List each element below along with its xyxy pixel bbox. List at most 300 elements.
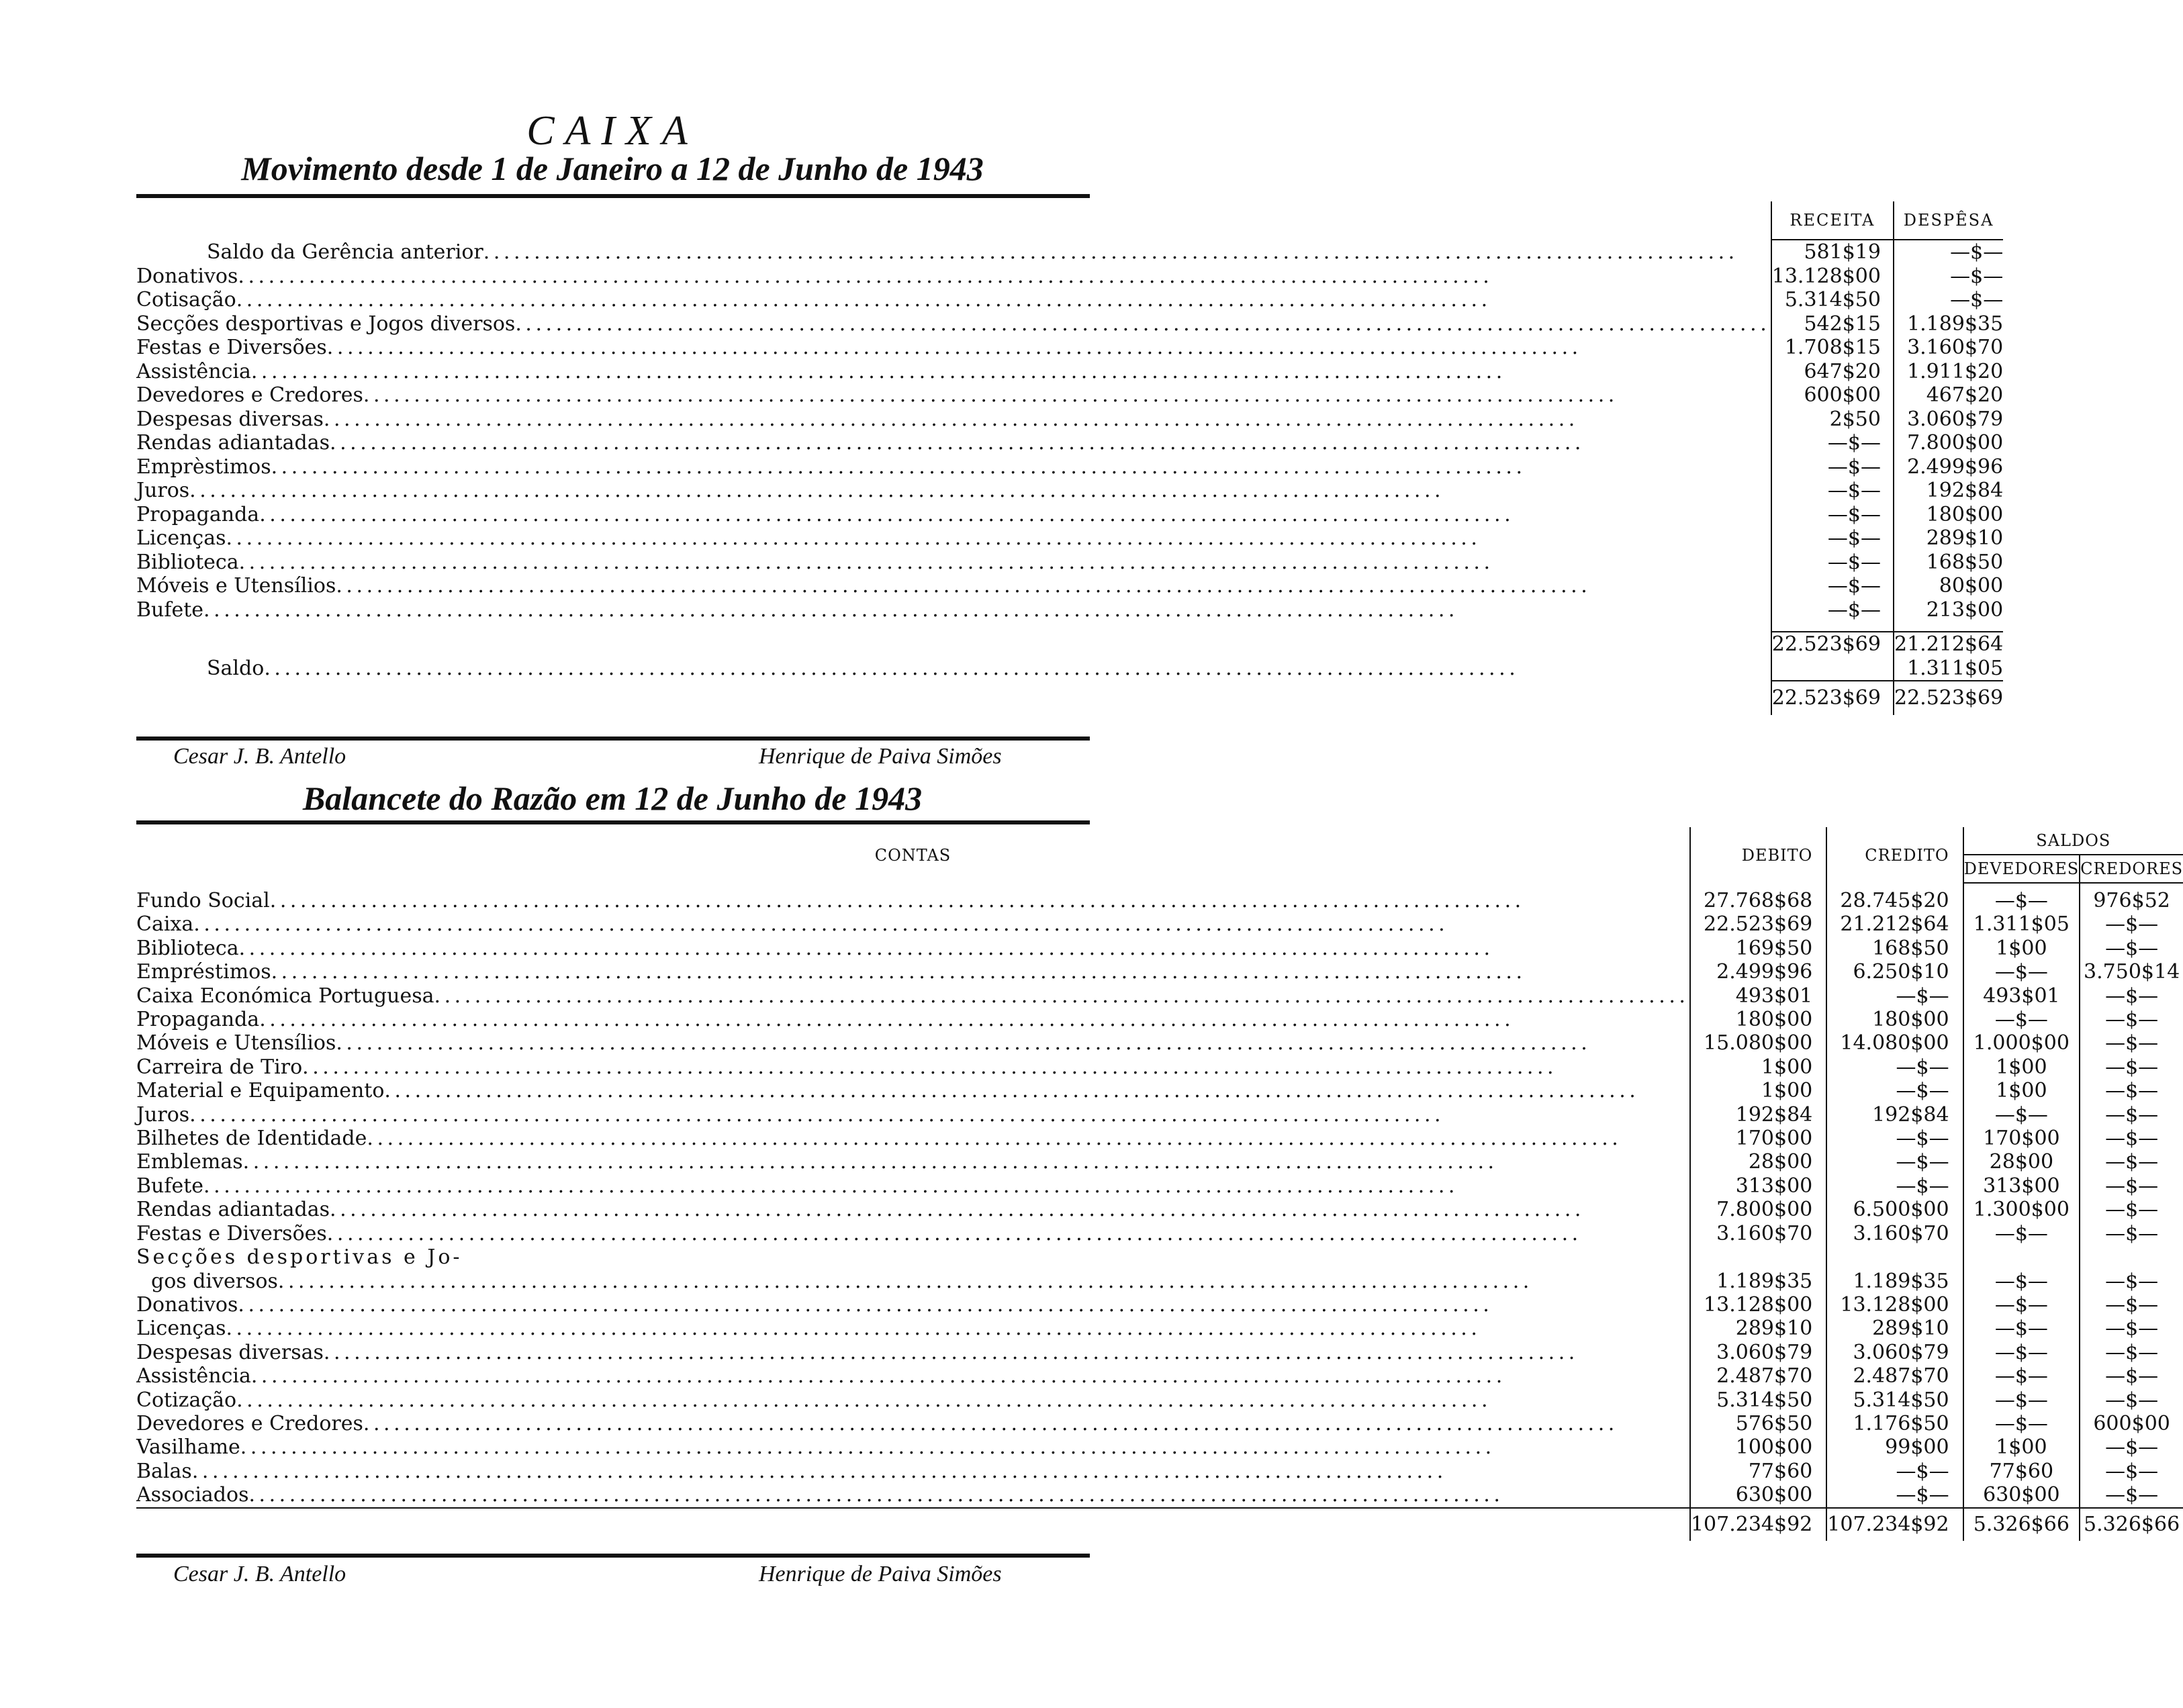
credito-value: —$— <box>1826 984 1963 1008</box>
debito-value: 2.499$96 <box>1690 960 1826 984</box>
despesa-value: 467$20 <box>1894 383 2003 408</box>
account-label: Bufete <box>136 1174 204 1198</box>
caixa-row <box>136 526 2003 551</box>
credores-value: —$— <box>2080 984 2183 1008</box>
debito-value: 3.060$79 <box>1690 1341 1826 1364</box>
blank-cell <box>136 1508 1690 1541</box>
credito-value: 1.189$35 <box>1826 1270 1963 1293</box>
balancete-row <box>136 1435 2183 1459</box>
leader-dots <box>193 912 1684 936</box>
despesa-value: 3.160$70 <box>1894 336 2003 360</box>
leader-dots <box>259 1008 1684 1031</box>
blank-cell <box>1690 1245 1826 1269</box>
spacer-cell <box>2080 883 2183 889</box>
balancete-row <box>136 1198 2183 1221</box>
credores-value: —$— <box>2080 912 2183 936</box>
despesa-value: 1.189$35 <box>1894 312 2003 336</box>
balancete-row <box>136 1222 2183 1245</box>
credores-value: —$— <box>2080 1435 2183 1459</box>
credores-value: —$— <box>2080 1222 2183 1245</box>
devedores-value: —$— <box>1963 1103 2080 1127</box>
account-label: Despesas diversas <box>136 407 324 431</box>
leader-dots <box>327 336 1765 360</box>
despesa-value: 7.800$00 <box>1894 431 2003 455</box>
balancete-row <box>136 889 2183 912</box>
devedores-value: 77$60 <box>1963 1460 2080 1483</box>
balancete-row <box>136 1317 2183 1340</box>
debito-value: 630$00 <box>1690 1483 1826 1507</box>
account-label-cell <box>136 1293 1690 1317</box>
account-label-cell <box>136 312 1771 336</box>
debito-value: 1.189$35 <box>1690 1270 1826 1293</box>
caixa-bottom-rule <box>136 737 1090 741</box>
leader-dots <box>363 383 1765 408</box>
debito-value: 22.523$69 <box>1690 912 1826 936</box>
devedores-value: 1$00 <box>1963 1055 2080 1079</box>
debito-value: 28$00 <box>1690 1150 1826 1174</box>
debito-value: 289$10 <box>1690 1317 1826 1340</box>
credores-value: —$— <box>2080 1483 2183 1507</box>
leader-dots <box>239 551 1765 575</box>
blank-cell <box>136 632 1771 657</box>
debito-value: 5.314$50 <box>1690 1388 1826 1412</box>
receita-value: —$— <box>1771 503 1894 527</box>
despesa-value: 3.060$79 <box>1894 408 2003 432</box>
debito-value: 1$00 <box>1690 1055 1826 1079</box>
caixa-row <box>136 455 2003 479</box>
debito-value: 100$00 <box>1690 1435 1826 1459</box>
credito-value: 1.176$50 <box>1826 1412 1963 1435</box>
balancete-row <box>136 1103 2183 1127</box>
leader-dots <box>367 1127 1684 1150</box>
receita-value: 647$20 <box>1771 360 1894 384</box>
account-label-cell <box>136 1460 1690 1483</box>
debito-value: 27.768$68 <box>1690 889 1826 912</box>
receita-value: 2$50 <box>1771 408 1894 432</box>
credito-value: —$— <box>1826 1079 1963 1102</box>
devedores-value: —$— <box>1963 1317 2080 1340</box>
debito-value: 7.800$00 <box>1690 1198 1826 1221</box>
blank-cell <box>1826 1245 1963 1269</box>
caixa-row <box>136 551 2003 575</box>
leader-dots <box>324 408 1765 432</box>
balancete-row <box>136 1150 2183 1174</box>
leader-dots <box>203 598 1765 622</box>
leader-dots <box>248 1483 1683 1507</box>
devedores-value: 1$00 <box>1963 1435 2080 1459</box>
credito-value: —$— <box>1826 1055 1963 1079</box>
despesa-value: —$— <box>1894 288 2003 312</box>
account-label: Donativos <box>136 264 238 288</box>
account-label-cell <box>136 1150 1690 1174</box>
caixa-title: CAIXA <box>526 108 698 154</box>
account-label-line1: Secções desportivas e Jo- <box>136 1245 463 1270</box>
balancete-row <box>136 1079 2183 1102</box>
despesa-total: 22.523$69 <box>1894 681 2003 715</box>
debito-value: 13.128$00 <box>1690 1293 1826 1317</box>
credito-value: 99$00 <box>1826 1435 1963 1459</box>
account-label: Vasilhame <box>136 1435 240 1460</box>
account-label-cell <box>136 336 1771 360</box>
balancete-row <box>136 1127 2183 1150</box>
spacer-cell <box>1826 883 1963 889</box>
caixa-row <box>136 383 2003 408</box>
account-label-cell <box>136 1031 1690 1055</box>
credito-total: 107.234$92 <box>1826 1508 1963 1541</box>
debito-value: 192$84 <box>1690 1103 1826 1127</box>
spacer-cell <box>136 622 1771 632</box>
credores-value: —$— <box>2080 1008 2183 1031</box>
receita-header: RECEITA <box>1771 201 1894 240</box>
credito-value: 2.487$70 <box>1826 1364 1963 1388</box>
credores-header: CREDORES <box>2080 855 2183 883</box>
balancete-signature-left: Cesar J. B. Antello <box>173 1562 346 1586</box>
account-label: Cotisação <box>136 288 236 312</box>
account-label-cell <box>136 1435 1690 1459</box>
blank-cell <box>2080 1245 2183 1269</box>
leader-dots <box>238 265 1765 289</box>
leader-dots <box>259 503 1765 527</box>
account-label: Rendas adiantadas <box>136 431 330 455</box>
credito-value: 6.500$00 <box>1826 1198 1963 1221</box>
caixa-signature-left: Cesar J. B. Antello <box>173 744 346 769</box>
balancete-row <box>136 1341 2183 1364</box>
credores-value: —$— <box>2080 1341 2183 1364</box>
account-label-cell <box>136 1483 1690 1507</box>
caixa-row <box>136 312 2003 336</box>
account-label: Emprèstimos <box>136 455 271 479</box>
despesa-value: 180$00 <box>1894 503 2003 527</box>
receita-value: —$— <box>1771 479 1894 503</box>
credito-value: 289$10 <box>1826 1317 1963 1340</box>
receita-value: 13.128$00 <box>1771 265 1894 289</box>
balancete-row <box>136 984 2183 1008</box>
spacer-cell <box>1771 622 1894 632</box>
credores-value: —$— <box>2080 1198 2183 1221</box>
account-label: Móveis e Utensílios <box>136 574 336 598</box>
account-label: Juros <box>136 479 190 502</box>
account-label: Licenças <box>136 526 226 550</box>
account-label-cell <box>136 1270 1690 1293</box>
credito-value: 28.745$20 <box>1826 889 1963 912</box>
leader-dots <box>270 889 1684 912</box>
caixa-row <box>136 479 2003 503</box>
leader-dots <box>336 1031 1684 1055</box>
account-label-cell <box>136 1222 1690 1245</box>
receita-value: 542$15 <box>1771 312 1894 336</box>
account-label-cell <box>136 360 1771 384</box>
balancete-row <box>136 912 2183 936</box>
leader-dots <box>251 360 1765 384</box>
balancete-top-rule <box>136 820 1090 824</box>
account-label-cell <box>136 1174 1690 1198</box>
caixa-signature-right: Henrique de Paiva Simões <box>759 744 1002 769</box>
account-label: Empréstimos <box>136 960 271 984</box>
leader-dots <box>330 1198 1684 1221</box>
leader-dots <box>302 1055 1684 1079</box>
debito-total: 107.234$92 <box>1690 1508 1826 1541</box>
leader-dots <box>330 431 1765 455</box>
caixa-subtitle: Movimento desde 1 de Janeiro a 12 de Junho de 1943 <box>241 150 984 187</box>
debito-value: 576$50 <box>1690 1412 1826 1435</box>
balancete-row <box>136 1388 2183 1412</box>
contas-header: CONTAS <box>874 845 951 865</box>
account-label: Material e Equipamento <box>136 1079 385 1103</box>
account-label: Associados <box>136 1483 249 1507</box>
devedores-value: 28$00 <box>1963 1150 2080 1174</box>
account-label-cell <box>136 1127 1690 1150</box>
balancete-title: Balancete do Razão em 12 de Junho de 1943 <box>302 779 923 817</box>
account-label-cell <box>136 526 1771 551</box>
account-label: Rendas adiantadas <box>136 1198 330 1222</box>
account-label-cell <box>136 1341 1690 1364</box>
account-label: Bufete <box>136 598 204 622</box>
despesa-value: 213$00 <box>1894 598 2003 622</box>
spacer-cell <box>136 883 1690 889</box>
account-label: Assistência <box>136 359 251 383</box>
credito-value: —$— <box>1826 1150 1963 1174</box>
credores-value: —$— <box>2080 1127 2183 1150</box>
account-label: Festas e Diversões <box>136 1221 327 1245</box>
credores-value: 976$52 <box>2080 889 2183 912</box>
caixa-header-blank <box>136 201 1771 240</box>
leader-dots <box>226 1317 1683 1340</box>
balancete-signature-right: Henrique de Paiva Simões <box>759 1562 1002 1586</box>
leader-dots <box>240 1435 1684 1459</box>
balancete-total-row <box>136 1508 2183 1541</box>
debito-value: 313$00 <box>1690 1174 1826 1198</box>
despesa-header: DESPÊSA <box>1894 201 2003 240</box>
credito-value: 13.128$00 <box>1826 1293 1963 1317</box>
caixa-row <box>136 408 2003 432</box>
receita-total: 22.523$69 <box>1771 681 1894 715</box>
credores-value: —$— <box>2080 937 2183 960</box>
account-label-cell <box>136 574 1771 598</box>
account-label: Fundo Social <box>136 889 270 912</box>
devedores-value: —$— <box>1963 1270 2080 1293</box>
despesa-value: 80$00 <box>1894 574 2003 598</box>
caixa-subtotal-row <box>136 632 2003 657</box>
leader-dots <box>189 1103 1684 1127</box>
caixa-total-row <box>136 681 2003 715</box>
leader-dots <box>384 1079 1684 1102</box>
leader-dots <box>434 984 1684 1008</box>
credito-value: —$— <box>1826 1174 1963 1198</box>
credito-value: 168$50 <box>1826 937 1963 960</box>
account-label-cell <box>136 984 1690 1008</box>
account-label: Assistência <box>136 1364 251 1388</box>
account-label: Festas e Diversões <box>136 336 327 359</box>
saldo-value: 1.311$05 <box>1894 657 2003 681</box>
credores-value: 3.750$14 <box>2080 960 2183 984</box>
caixa-row <box>136 336 2003 360</box>
caixa-row <box>136 431 2003 455</box>
balancete-row <box>136 1364 2183 1388</box>
account-label-cell <box>136 1103 1690 1127</box>
leader-dots <box>236 288 1765 312</box>
account-label-cell <box>136 1198 1690 1221</box>
account-label: gos diversos <box>151 1269 278 1293</box>
balancete-table <box>136 827 2183 1541</box>
devedores-value: 1.300$00 <box>1963 1198 2080 1221</box>
receita-value: —$— <box>1771 574 1894 598</box>
account-label-cell <box>136 551 1771 575</box>
account-label-cell <box>136 657 1771 681</box>
credito-value: 192$84 <box>1826 1103 1963 1127</box>
account-label: Propaganda <box>136 502 260 526</box>
credores-value: —$— <box>2080 1174 2183 1198</box>
balancete-row <box>136 1245 2183 1269</box>
account-label-cell <box>136 960 1690 984</box>
devedores-value: 1$00 <box>1963 1079 2080 1102</box>
devedores-value: 170$00 <box>1963 1127 2080 1150</box>
leader-dots <box>483 240 1765 265</box>
leader-dots <box>336 574 1765 598</box>
account-label: Secções desportivas e Jogos diversos <box>136 312 516 336</box>
credores-value: —$— <box>2080 1460 2183 1483</box>
account-label: Carreira de Tiro <box>136 1055 303 1079</box>
account-label-cell <box>136 1388 1690 1412</box>
account-label-cell <box>136 937 1690 960</box>
devedores-header: DEVEDORES <box>1963 855 2080 883</box>
balancete-row <box>136 960 2183 984</box>
balancete-spacer-row <box>136 883 2183 889</box>
devedores-value: 493$01 <box>1963 984 2080 1008</box>
receita-value: 581$19 <box>1771 240 1894 265</box>
account-label: Bilhetes de Identidade <box>136 1127 367 1151</box>
account-label-cell <box>136 503 1771 527</box>
credito-value: 21.212$64 <box>1826 912 1963 936</box>
caixa-row <box>136 574 2003 598</box>
credito-header: CREDITO <box>1826 827 1963 883</box>
credito-value: 3.160$70 <box>1826 1222 1963 1245</box>
balancete-row <box>136 937 2183 960</box>
receita-value: —$— <box>1771 455 1894 479</box>
blank-cell <box>1963 1245 2080 1269</box>
account-label: Juros <box>136 1102 190 1127</box>
account-label-cell <box>136 912 1690 936</box>
leader-dots <box>363 1412 1684 1435</box>
credores-value: —$— <box>2080 1079 2183 1102</box>
account-label: Balas <box>136 1459 192 1483</box>
account-label-cell <box>136 1317 1690 1340</box>
credores-value: —$— <box>2080 1270 2183 1293</box>
despesa-value: 2.499$96 <box>1894 455 2003 479</box>
debito-value: 15.080$00 <box>1690 1031 1826 1055</box>
leader-dots <box>238 1293 1684 1317</box>
caixa-row <box>136 360 2003 384</box>
spacer-cell <box>1894 622 2003 632</box>
devedores-value: 1.000$00 <box>1963 1031 2080 1055</box>
leader-dots <box>236 1388 1684 1412</box>
caixa-table <box>136 201 2003 715</box>
balancete-bottom-rule <box>136 1554 1090 1558</box>
account-label: Caixa <box>136 912 194 937</box>
account-label-cell <box>136 265 1771 289</box>
account-label: Devedores e Credores <box>136 1411 363 1435</box>
credores-value: —$— <box>2080 1150 2183 1174</box>
credito-value: 180$00 <box>1826 1008 1963 1031</box>
debito-value: 77$60 <box>1690 1460 1826 1483</box>
leader-dots <box>251 1364 1684 1388</box>
balancete-row <box>136 1008 2183 1031</box>
account-label-cell <box>136 479 1771 503</box>
caixa-row <box>136 598 2003 622</box>
leader-dots <box>243 1150 1684 1174</box>
credito-value: 14.080$00 <box>1826 1031 1963 1055</box>
credito-value: —$— <box>1826 1483 1963 1507</box>
account-label: Devedores e Credores <box>136 383 363 407</box>
leader-dots <box>192 1460 1684 1483</box>
saldos-header: SALDOS <box>1963 827 2183 855</box>
leader-dots <box>264 657 1765 681</box>
leader-dots <box>226 526 1765 551</box>
credito-value: 5.314$50 <box>1826 1388 1963 1412</box>
account-label-cell <box>136 1055 1690 1079</box>
despesa-value: 1.911$20 <box>1894 360 2003 384</box>
receita-value: 5.314$50 <box>1771 288 1894 312</box>
account-label: Propaganda <box>136 1008 260 1032</box>
devedores-value: —$— <box>1963 1412 2080 1435</box>
debito-value: 1$00 <box>1690 1079 1826 1102</box>
receita-value: 600$00 <box>1771 383 1894 408</box>
account-label-cell <box>136 408 1771 432</box>
balancete-row <box>136 1174 2183 1198</box>
debito-value: 493$01 <box>1690 984 1826 1008</box>
account-label-cell <box>136 889 1690 912</box>
receita-value: —$— <box>1771 526 1894 551</box>
blank-cell <box>136 681 1771 715</box>
devedores-value: 630$00 <box>1963 1483 2080 1507</box>
debito-value: 169$50 <box>1690 937 1826 960</box>
balancete-row <box>136 1293 2183 1317</box>
credito-value: 3.060$79 <box>1826 1341 1963 1364</box>
debito-value: 170$00 <box>1690 1127 1826 1150</box>
caixa-row <box>136 288 2003 312</box>
despesa-value: —$— <box>1894 240 2003 265</box>
despesa-value: —$— <box>1894 265 2003 289</box>
credores-value: —$— <box>2080 1388 2183 1412</box>
account-label-cell <box>136 1364 1690 1388</box>
account-label-cell <box>136 455 1771 479</box>
account-label: Móveis e Utensílios <box>136 1031 336 1055</box>
devedores-value: —$— <box>1963 889 2080 912</box>
account-label-cell <box>136 1008 1690 1031</box>
account-label: Cotização <box>136 1388 237 1412</box>
account-label-cell <box>136 1412 1690 1435</box>
leader-dots <box>327 1222 1684 1245</box>
account-label: Saldo da Gerência anterior <box>207 240 483 264</box>
leader-dots <box>203 1174 1684 1198</box>
devedores-value: —$— <box>1963 960 2080 984</box>
caixa-top-rule <box>136 194 1090 198</box>
devedores-total: 5.326$66 <box>1963 1508 2080 1541</box>
devedores-value: —$— <box>1963 1388 2080 1412</box>
balancete-row <box>136 1460 2183 1483</box>
balancete-row <box>136 1483 2183 1507</box>
credores-value: —$— <box>2080 1293 2183 1317</box>
balancete-row <box>136 1055 2183 1079</box>
account-label: Biblioteca <box>136 936 239 960</box>
leader-dots <box>271 455 1765 479</box>
leader-dots <box>515 312 1765 336</box>
caixa-row <box>136 265 2003 289</box>
receita-subtotal: 22.523$69 <box>1771 632 1894 657</box>
receita-value: 1.708$15 <box>1771 336 1894 360</box>
devedores-value: —$— <box>1963 1293 2080 1317</box>
account-label: Biblioteca <box>136 550 239 574</box>
account-label: Caixa Económica Portuguesa <box>136 984 434 1008</box>
